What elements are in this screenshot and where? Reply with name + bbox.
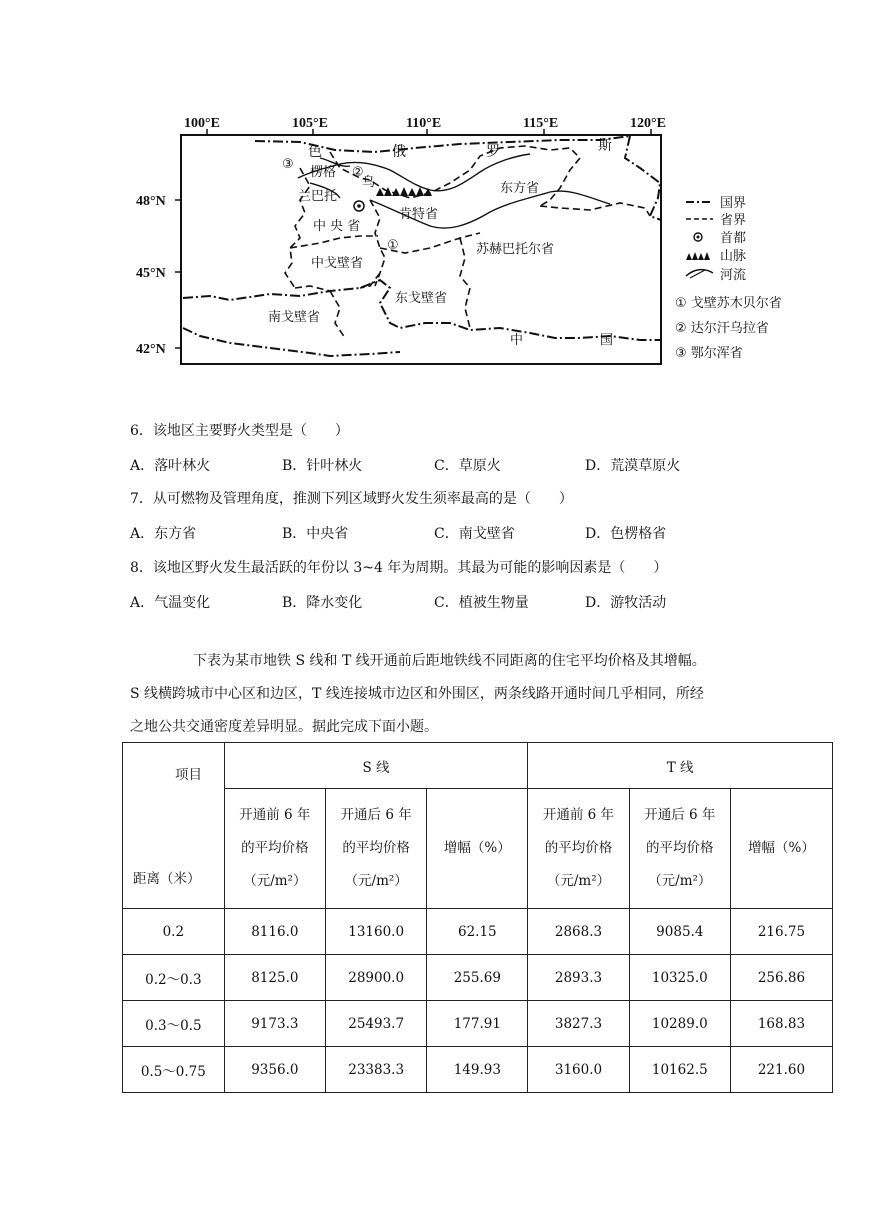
passage-line: 下表为某市地铁 S 线和 T 线开通前后距地铁线不同距离的住宅平均价格及其增幅。: [193, 653, 706, 669]
option: D．色楞格省: [585, 526, 667, 542]
sub-header: 开通后 6 年 的平均价格 （元/m²）: [326, 789, 427, 909]
label-khentii: 肯特省: [399, 207, 439, 222]
sub-header: 开通前 6 年 的平均价格 （元/m²）: [224, 789, 325, 909]
option: A．落叶林火: [130, 458, 211, 474]
corner-distance: 距离（米）: [133, 871, 201, 887]
map-note: ③ 鄂尔浑省: [675, 346, 743, 361]
passage-line: 之地公共交通密度差异明显。据此完成下面小题。: [130, 719, 438, 735]
label-circle-2: ②: [352, 165, 364, 180]
passage-line: S 线横跨城市中心区和边区，T 线连接城市边区和外围区，两条线路开通时间几乎相同，所经: [130, 686, 704, 702]
lon-label: 100°E: [184, 116, 220, 131]
option: D．荒漠草原火: [585, 458, 681, 474]
map-note: ① 戈壁苏木贝尔省: [675, 296, 782, 311]
label-circle-3: ③: [282, 157, 294, 172]
label-ulaanbaatar: 兰巴托: [298, 189, 338, 204]
question-8: 8．该地区野火发生最活跃的年份以 3~4 年为周期。其最为可能的影响因素是（ ）: [130, 560, 668, 576]
corner-item: 项目: [175, 767, 202, 783]
map-legend: [675, 196, 782, 361]
label-ulaanbaatar-partial: 乌: [362, 175, 376, 190]
option: A．气温变化: [130, 595, 211, 611]
lat-label: 48°N: [136, 194, 166, 209]
label-tov: 中 央 省: [313, 219, 361, 234]
sub-header: 增幅（%）: [730, 789, 832, 909]
sub-header: 开通前 6 年 的平均价格 （元/m²）: [528, 789, 629, 909]
group-header-s: S 线: [224, 743, 528, 789]
label-china: 国: [600, 333, 614, 348]
label-omnogovi: 南戈壁省: [268, 310, 321, 325]
sub-header: 增幅（%）: [427, 789, 528, 909]
option: B．中央省: [282, 526, 349, 542]
lon-label: 105°E: [292, 116, 328, 131]
label-dornod: 东方省: [500, 181, 540, 196]
legend-mountain: 山脉: [720, 249, 747, 264]
lon-label: 120°E: [630, 116, 666, 131]
label-dornogovi: 东戈壁省: [395, 291, 448, 306]
legend-national-border: 国界: [720, 196, 747, 211]
map-frame: [181, 135, 661, 364]
label-circle-1: ①: [387, 238, 399, 253]
province-border: [285, 146, 650, 338]
table-row: 0.2 8116.0 13160.0 62.15 2868.3 9085.4 216.75: [123, 909, 833, 955]
map-svg: [130, 108, 830, 378]
label-sukhbaatar: 苏赫巴托尔省: [476, 242, 555, 257]
question-7: 7．从可燃物及管理角度，推测下列区域野火发生须率最高的是（ ）: [130, 491, 573, 507]
mongolia-map: [130, 108, 830, 378]
option: C．草原火: [434, 458, 501, 474]
group-header-t: T 线: [528, 743, 833, 789]
option: C．植被生物量: [434, 595, 529, 611]
table-corner: [123, 743, 225, 909]
option: C．南戈壁省: [434, 526, 515, 542]
question-6: 6．该地区主要野火类型是（ ）: [130, 423, 349, 439]
legend-capital: 首都: [720, 231, 747, 246]
label-russia: 色: [308, 144, 322, 160]
label-russia: 罗: [486, 144, 500, 160]
table-row: 0.2～0.3 8125.0 28900.0 255.69 2893.3 10325.0 256.86: [123, 955, 833, 1001]
river: [298, 154, 610, 228]
sub-header: 开通后 6 年 的平均价格 （元/m²）: [629, 789, 730, 909]
legend-province-border: 省界: [720, 213, 747, 228]
lon-label: 110°E: [406, 116, 442, 131]
map-note: ② 达尔汗乌拉省: [675, 321, 769, 336]
label-dundgovi: 中戈壁省: [311, 256, 364, 271]
price-table: [122, 742, 833, 1093]
lat-label: 45°N: [136, 266, 166, 281]
table-row: 0.5～0.75 9356.0 23383.3 149.93 3160.0 10162.5 221.60: [123, 1047, 833, 1093]
option: B．降水变化: [282, 595, 363, 611]
label-selenge: 楞格: [310, 165, 337, 180]
lon-label: 115°E: [523, 116, 559, 131]
label-china: 中: [510, 333, 524, 348]
option: B．针叶林火: [282, 458, 363, 474]
option: D．游牧活动: [585, 595, 667, 611]
label-russia: 俄: [392, 144, 406, 160]
mountain-symbol-icon: [686, 252, 710, 260]
option: A．东方省: [130, 526, 197, 542]
table-row: 0.3～0.5 9173.3 25493.7 177.91 3827.3 10289.0 168.83: [123, 1001, 833, 1047]
label-russia: 斯: [598, 138, 612, 154]
lat-label: 42°N: [136, 342, 166, 357]
national-border: [183, 136, 661, 356]
legend-river: 河流: [720, 268, 747, 283]
